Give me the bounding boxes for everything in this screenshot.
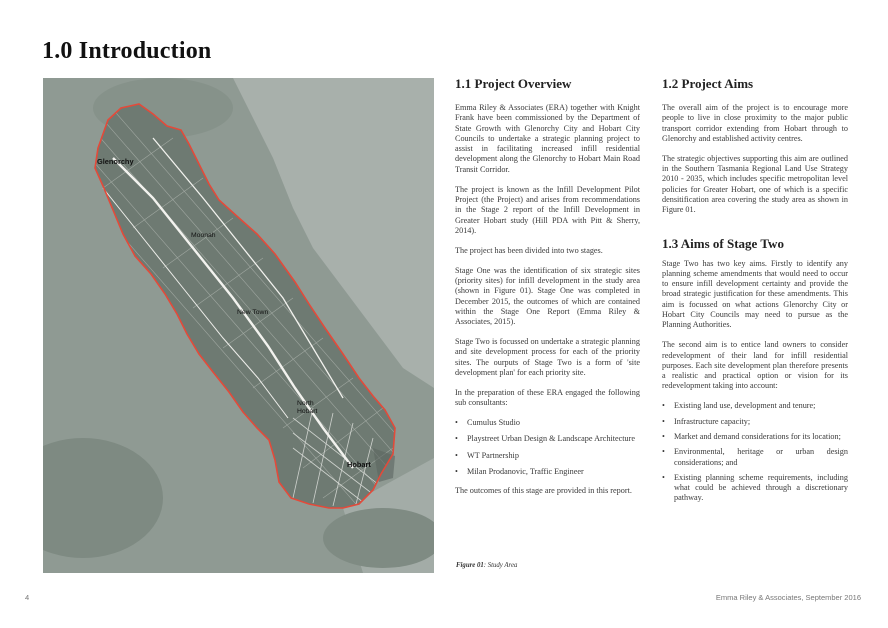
map-label-new-town: New Town	[237, 309, 269, 316]
overview-paragraph: Stage One was the identification of six strategic sites (priority sites) for infill development in the study area (shown in Figure 01). Stage One was completed in December 2015, the outcomes of which are contained within the Stage One Report (Emma Riley & Associates, 2015).	[455, 265, 640, 327]
list-item: • WT Partnership	[455, 451, 640, 461]
map-label-glenorchy: Glenorchy	[97, 157, 134, 166]
list-item: • Market and demand considerations for its location;	[662, 432, 848, 442]
consultants-list	[455, 418, 640, 477]
list-item: • Infrastructure capacity;	[662, 417, 848, 427]
aims-section	[662, 76, 848, 513]
figure-caption	[456, 562, 517, 569]
overview-paragraph: The project is known as the Infill Development Pilot Project (the Project) and arises from recommendations in the Stage 2 report of the Infill Development in Greater Hobart study (Hill PDA with Pitt & Sherry, 2014).	[455, 184, 640, 235]
page-number: 4	[25, 593, 30, 602]
study-area-map	[43, 78, 434, 573]
stage-two-heading: 1.3 Aims of Stage Two	[662, 235, 784, 251]
stage-two-paragraph: The second aim is to entice land owners to consider redevelopment of their land for infill residential purposes. Each site development plan therefore presents a realistic and practical option or vision for its redevelopment taking into account:	[662, 340, 848, 391]
list-item: • Milan Prodanovic, Traffic Engineer	[455, 467, 640, 477]
project-overview-heading: 1.1 Project Overview	[455, 76, 572, 91]
overview-closing: The outcomes of this stage are provided in this report.	[455, 486, 632, 496]
footer-credit: Emma Riley & Associates, September 2016	[715, 593, 861, 602]
overview-paragraph: The project has been divided into two stages.	[455, 245, 603, 255]
map-label-north-hobart-line2: Hobart	[297, 408, 318, 415]
list-item: • Existing land use, development and tenure;	[662, 401, 848, 411]
list-item: • Playstreet Urban Design & Landscape Architecture	[455, 434, 640, 444]
overview-paragraph: Stage Two is focussed on undertake a strategic planning and site development process for each of the priority sites. The ourputs of Stage Two is a form of 'site development plan' for each priority site.	[455, 337, 640, 377]
project-aims-heading: 1.2 Project Aims	[662, 76, 754, 91]
list-item: • Environmental, heritage or urban design considerations; and	[662, 447, 848, 468]
map-label-moonah: Moonah	[191, 232, 216, 239]
figure-caption-text: : Study Area	[483, 562, 518, 569]
map-label-north-hobart-line1: North	[297, 400, 314, 407]
overview-paragraph: In the preparation of these ERA engaged the following sub consultants:	[455, 387, 640, 408]
page-title: 1.0 Introduction	[42, 38, 212, 64]
project-overview-section	[455, 76, 640, 506]
overview-paragraph: Emma Riley & Associates (ERA) together with Knight Frank have been commissioned by the Department of State Growth with Glenorchy City and Hobart City Councils to undertake a strategic planning project to assist in facilitating increased infill residential development along the Glenorchy to Hobart Main Road Transit Corridor.	[455, 103, 640, 174]
aims-paragraph: The overall aim of the project is to encourage more people to live in close proximity to the major public transport corridor extending from Hobart through to Glenorchy and established activity centres.	[662, 103, 848, 143]
list-item: • Existing planning scheme requirements, including what could be achieved through a discretionary pathway.	[662, 473, 848, 504]
list-item: • Cumulus Studio	[455, 418, 640, 428]
figure-label: Figure 01	[456, 562, 484, 569]
map-label-hobart: Hobart	[347, 460, 371, 469]
aims-paragraph: The strategic objectives supporting this aim are outlined in the Southern Tasmania Regional Land Use Strategy 2010 - 2035, which includes specific metropolitan level policies for Greater Hobart, one of which is a specific densitification area covering the study area as shown in Figure 01.	[662, 153, 848, 215]
considerations-list	[662, 401, 848, 503]
aerial-map-graphic	[43, 78, 434, 573]
stage-two-paragraph: Stage Two has two key aims. Firstly to identify any planning scheme amendments that would need to occur to ensure infill development certainty and provide the broad strategic justification for these amendments. This aim is focussed on what actions Glenorchy City or Hobart City Councils may need to pursue as the Planning Authorities.	[662, 258, 848, 330]
